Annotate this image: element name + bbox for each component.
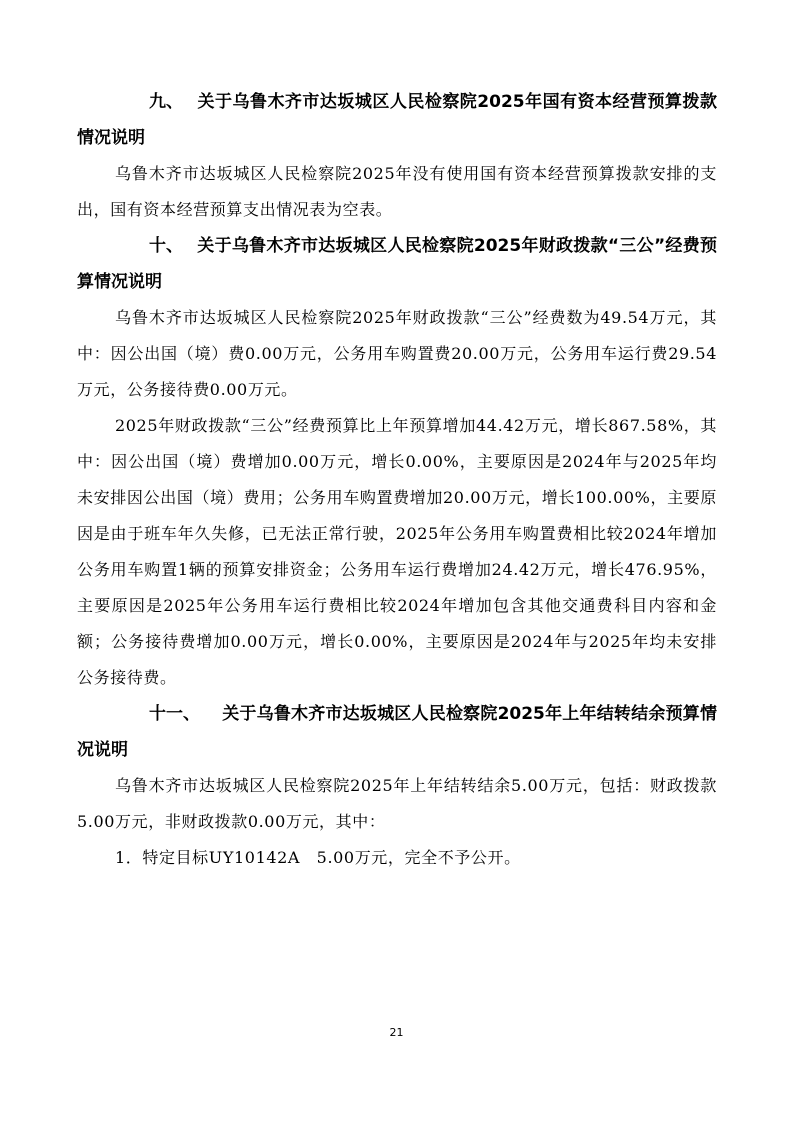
page-number: 21 [389,1026,404,1039]
section-heading-9 [77,84,717,156]
paragraph: 乌鲁木齐市达坂城区人民检察院2025年没有使用国有资本经营预算拨款安排的支出，国有资本经营预算支出情况表为空表。 [77,164,717,219]
paragraph: 乌鲁木齐市达坂城区人民检察院2025年财政拨款“三公”经费数为49.54万元，其中：因公出国（境）费0.00万元，公务用车购置费20.00万元，公务用车运行费29.54万元，公务接待费0.00万元。 [77,308,717,399]
section-title: 关于乌鲁木齐市达坂城区人民检察院2025年上年结转结余预算情况说明 [77,704,717,760]
section-title: 关于乌鲁木齐市达坂城区人民检察院2025年国有资本经营预算拨款情况说明 [77,92,717,148]
section-number: 九、 [149,92,183,112]
paragraph: 1．特定目标UY10142A 5.00万元，完全不予公开。 [115,848,521,867]
section-heading-11 [77,696,717,768]
section-number: 十、 [149,236,183,256]
section-number: 十一、 [149,704,200,724]
paragraph: 2025年财政拨款“三公”经费预算比上年预算增加44.42万元，增长867.58%，其中：因公出国（境）费增加0.00万元，增长0.00%，主要原因是2024年与2025年均未安排因公出国（境）费用；公务用车购置费增加20.00万元，增长100.00%，主要原因是由于班车年久失修，已无法正常行驶，2025年公务用车购置费相比较2024年增加公务用车购置1辆的预算安排资金；公务用车运行费增加24.42万元，增长476.95%，主要原因是2025年公务用车运行费相比较2024年增加包含其他交通费科目内容和金额；公务接待费增加0.00万元，增长0.00%，主要原因是2024年与2025年均未安排公务接待费。 [77,416,717,687]
paragraph: 乌鲁木齐市达坂城区人民检察院2025年上年结转结余5.00万元，包括：财政拨款5.00万元，非财政拨款0.00万元，其中： [77,776,717,831]
document-body [77,84,717,876]
section-heading-10 [77,228,717,300]
section-title: 关于乌鲁木齐市达坂城区人民检察院2025年财政拨款“三公”经费预算情况说明 [77,236,717,292]
